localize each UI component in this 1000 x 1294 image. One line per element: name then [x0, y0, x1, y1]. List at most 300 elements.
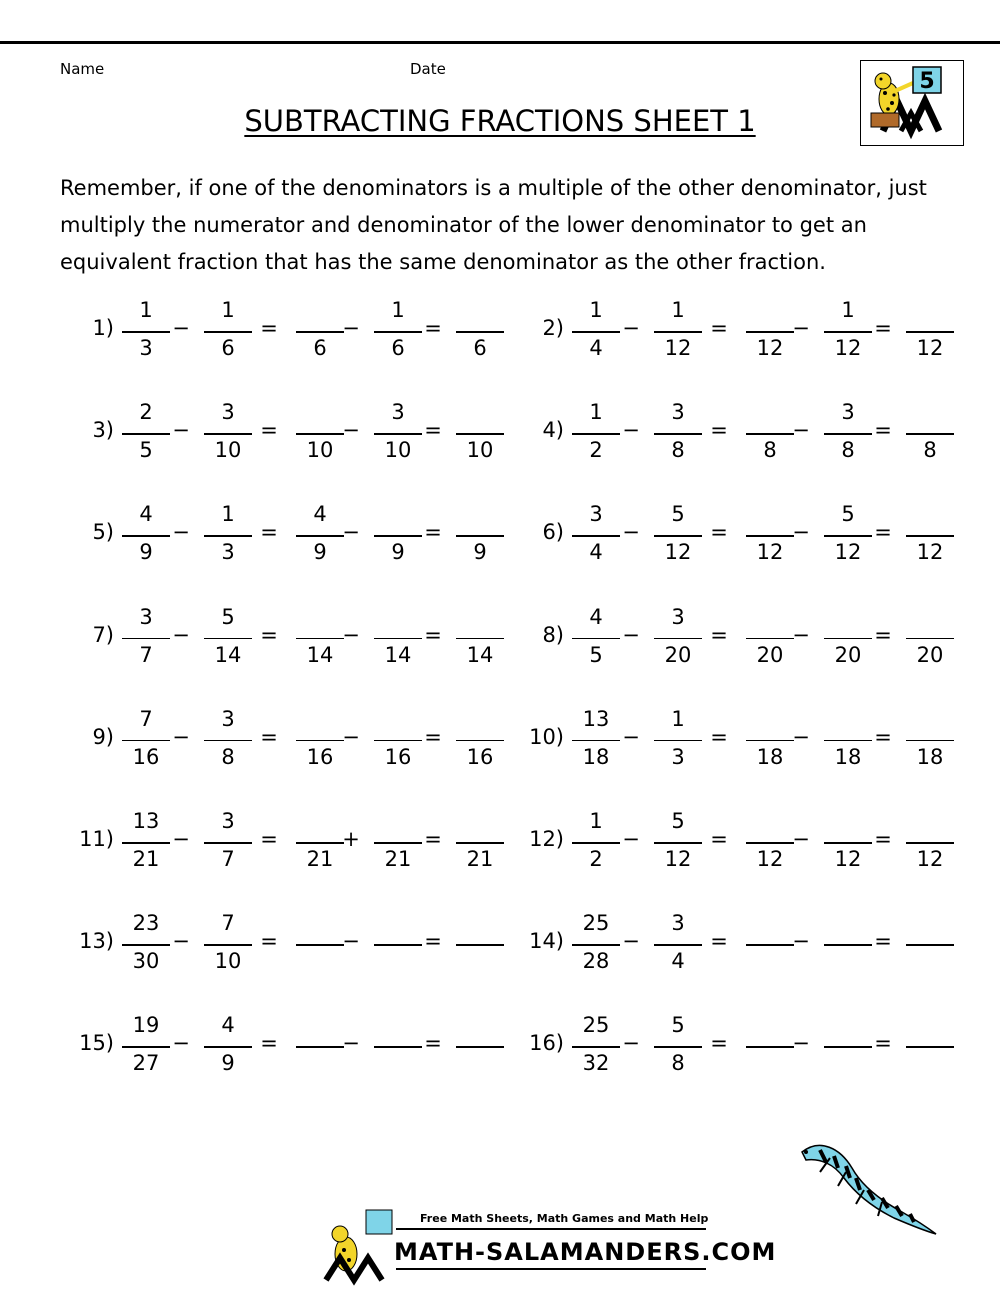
- answer-fraction[interactable]: [452, 911, 508, 981]
- equals-sign: =: [260, 929, 278, 954]
- equals-sign: =: [424, 929, 442, 954]
- numerator: 1: [221, 502, 235, 527]
- fraction-bar: [824, 638, 872, 640]
- equals-sign: =: [710, 520, 728, 545]
- equals-sign: =: [424, 316, 442, 340]
- answer-fraction[interactable]: [452, 502, 508, 572]
- numerator: 25: [582, 1013, 610, 1038]
- numerator: 5: [221, 604, 235, 629]
- given-fraction: [200, 502, 256, 572]
- answer-fraction[interactable]: [902, 707, 958, 777]
- numerator: 3: [671, 911, 685, 936]
- problem-3: [78, 400, 518, 470]
- denominator: 14: [384, 642, 412, 667]
- fraction-bar: [654, 842, 702, 844]
- numerator: 5: [841, 502, 855, 527]
- problem-number: 3): [92, 418, 114, 443]
- operator-sign: −: [342, 520, 360, 545]
- operator-sign: −: [792, 1031, 810, 1056]
- operator-sign: −: [342, 1031, 360, 1056]
- equals-sign: =: [260, 1031, 278, 1056]
- denominator: 12: [756, 336, 784, 360]
- equals-sign: =: [260, 418, 278, 443]
- fraction-bar: [204, 638, 252, 640]
- equals-sign: =: [260, 827, 278, 851]
- numerator: 3: [391, 400, 405, 425]
- numerator: 1: [589, 298, 603, 322]
- fraction-bar: [456, 638, 504, 640]
- fraction-bar: [456, 1046, 504, 1048]
- numerator: 1: [671, 706, 685, 731]
- problem-9: [78, 707, 518, 777]
- numerator: 1: [589, 809, 603, 833]
- operator-sign: −: [622, 418, 640, 443]
- denominator: 14: [214, 642, 242, 667]
- numerator: 1: [841, 298, 855, 322]
- denominator: 16: [384, 744, 412, 769]
- numerator: 3: [221, 400, 235, 425]
- given-fraction: [200, 605, 256, 675]
- equals-sign: =: [874, 929, 892, 954]
- denominator: 18: [582, 744, 610, 769]
- fraction-bar: [456, 535, 504, 537]
- denominator: 8: [923, 438, 937, 463]
- problem-number: 15): [79, 1031, 114, 1056]
- answer-fraction[interactable]: [902, 502, 958, 572]
- denominator: 14: [466, 642, 494, 667]
- numerator: 7: [221, 911, 235, 936]
- denominator: 6: [473, 336, 487, 360]
- denominator: 16: [306, 744, 334, 769]
- answer-fraction[interactable]: [452, 809, 508, 879]
- given-fraction: [200, 911, 256, 981]
- numerator: 4: [221, 1013, 235, 1038]
- fraction-bar: [204, 433, 252, 435]
- fraction-bar: [122, 1046, 170, 1048]
- equals-sign: =: [710, 724, 728, 749]
- equals-sign: =: [424, 622, 442, 647]
- fraction-bar: [572, 944, 620, 946]
- page-title: SUBTRACTING FRACTIONS SHEET 1: [244, 104, 756, 138]
- answer-fraction[interactable]: [902, 911, 958, 981]
- operator-sign: −: [792, 316, 810, 340]
- denominator: 12: [664, 847, 692, 871]
- denominator: 6: [221, 336, 235, 360]
- denominator: 3: [139, 336, 153, 360]
- fraction-bar: [374, 433, 422, 435]
- numerator: 5: [671, 809, 685, 833]
- problem-16: [528, 1013, 968, 1083]
- denominator: 16: [132, 744, 160, 769]
- fraction-bar: [824, 944, 872, 946]
- fraction-bar: [204, 1046, 252, 1048]
- operator-sign: −: [622, 724, 640, 749]
- denominator: 10: [306, 438, 334, 463]
- fraction-bar: [122, 740, 170, 742]
- equals-sign: =: [874, 520, 892, 545]
- problem-15: [78, 1013, 518, 1083]
- given-fraction: [650, 809, 706, 879]
- problem-4: [528, 400, 968, 470]
- denominator: 27: [132, 1051, 160, 1076]
- fraction-bar: [456, 842, 504, 844]
- equals-sign: =: [710, 418, 728, 443]
- fraction-bar: [204, 535, 252, 537]
- numerator: 1: [391, 298, 405, 322]
- fraction-bar: [122, 535, 170, 537]
- denominator: 12: [756, 847, 784, 871]
- denominator: 8: [841, 438, 855, 463]
- fraction-bar: [204, 331, 252, 333]
- fraction-bar: [572, 433, 620, 435]
- operator-sign: −: [172, 1031, 190, 1056]
- denominator: 8: [221, 744, 235, 769]
- denominator: 8: [671, 438, 685, 463]
- denominator: 12: [916, 847, 944, 871]
- given-fraction: [650, 502, 706, 572]
- operator-sign: −: [342, 316, 360, 340]
- numerator: 3: [139, 604, 153, 629]
- equals-sign: =: [874, 827, 892, 851]
- grade-number: 5: [919, 69, 935, 94]
- operator-sign: −: [172, 418, 190, 443]
- date-label: Date: [410, 60, 446, 78]
- problem-number: 14): [529, 929, 564, 954]
- denominator: 18: [834, 744, 862, 769]
- denominator: 4: [671, 949, 685, 974]
- fraction-bar: [906, 331, 954, 333]
- denominator: 12: [916, 336, 944, 360]
- operator-sign: −: [622, 929, 640, 954]
- problem-number: 4): [542, 418, 564, 443]
- operator-sign: −: [342, 622, 360, 647]
- fraction-bar: [374, 535, 422, 537]
- fraction-bar: [456, 331, 504, 333]
- numerator: 5: [671, 1013, 685, 1038]
- fraction-bar: [122, 638, 170, 640]
- fraction-bar: [824, 740, 872, 742]
- denominator: 12: [834, 847, 862, 871]
- equals-sign: =: [710, 316, 728, 340]
- denominator: 9: [473, 540, 487, 565]
- problem-5: [78, 502, 518, 572]
- numerator: 25: [582, 911, 610, 936]
- operator-sign: −: [172, 827, 190, 851]
- equals-sign: =: [424, 418, 442, 443]
- denominator: 20: [664, 642, 692, 667]
- numerator: 1: [671, 298, 685, 322]
- denominator: 2: [589, 847, 603, 871]
- fraction-bar: [204, 740, 252, 742]
- fraction-bar: [906, 638, 954, 640]
- numerator: 1: [139, 298, 153, 322]
- answer-fraction[interactable]: [902, 400, 958, 470]
- problem-11: [78, 809, 518, 879]
- fraction-bar: [374, 638, 422, 640]
- denominator: 20: [916, 642, 944, 667]
- answer-fraction[interactable]: [452, 400, 508, 470]
- denominator: 6: [313, 336, 327, 360]
- denominator: 12: [664, 336, 692, 360]
- fraction-bar: [456, 433, 504, 435]
- denominator: 21: [306, 847, 334, 871]
- denominator: 20: [834, 642, 862, 667]
- denominator: 9: [221, 1051, 235, 1076]
- given-fraction: [650, 911, 706, 981]
- answer-fraction[interactable]: [902, 809, 958, 879]
- numerator: 1: [589, 400, 603, 425]
- operator-sign: −: [622, 520, 640, 545]
- given-fraction: [650, 707, 706, 777]
- equals-sign: =: [874, 316, 892, 340]
- denominator: 7: [139, 642, 153, 667]
- denominator: 20: [756, 642, 784, 667]
- name-label: Name: [60, 60, 105, 78]
- fraction-bar: [906, 842, 954, 844]
- equals-sign: =: [710, 827, 728, 851]
- fraction-bar: [374, 331, 422, 333]
- fraction-bar: [572, 740, 620, 742]
- denominator: 8: [763, 438, 777, 463]
- problem-2: [528, 298, 968, 368]
- denominator: 4: [589, 540, 603, 565]
- fraction-bar: [374, 1046, 422, 1048]
- fraction-bar: [572, 331, 620, 333]
- operator-sign: −: [342, 418, 360, 443]
- problem-number: 5): [92, 520, 114, 545]
- problem-number: 13): [79, 929, 114, 954]
- equals-sign: =: [424, 827, 442, 851]
- denominator: 14: [306, 642, 334, 667]
- denominator: 21: [384, 847, 412, 871]
- numerator: 7: [139, 706, 153, 731]
- denominator: 10: [466, 438, 494, 463]
- problem-1: [78, 298, 518, 368]
- numerator: 3: [221, 809, 235, 833]
- equals-sign: =: [874, 1031, 892, 1056]
- numerator: 5: [671, 502, 685, 527]
- fraction-bar: [204, 944, 252, 946]
- problem-14: [528, 911, 968, 981]
- fraction-bar: [654, 535, 702, 537]
- problem-13: [78, 911, 518, 981]
- footer-site: MATH-SALAMANDERS.COM: [394, 1238, 777, 1266]
- problem-6: [528, 502, 968, 572]
- fraction-bar: [824, 842, 872, 844]
- numerator: 3: [221, 706, 235, 731]
- equals-sign: =: [710, 929, 728, 954]
- fraction-bar: [654, 944, 702, 946]
- equals-sign: =: [260, 316, 278, 340]
- operator-sign: −: [792, 418, 810, 443]
- denominator: 10: [384, 438, 412, 463]
- operator-sign: +: [342, 827, 360, 851]
- problem-10: [528, 707, 968, 777]
- footer-mascot-icon: [326, 1210, 392, 1280]
- answer-fraction[interactable]: [902, 298, 958, 368]
- operator-sign: −: [172, 724, 190, 749]
- numerator: 4: [313, 502, 327, 527]
- fraction-bar: [572, 842, 620, 844]
- numerator: 19: [132, 1013, 160, 1038]
- given-fraction: [200, 809, 256, 879]
- operator-sign: −: [792, 827, 810, 851]
- fraction-bar: [374, 842, 422, 844]
- denominator: 10: [214, 949, 242, 974]
- denominator: 30: [132, 949, 160, 974]
- equals-sign: =: [710, 622, 728, 647]
- fraction-bar: [654, 331, 702, 333]
- operator-sign: −: [622, 316, 640, 340]
- problem-number: 7): [92, 622, 114, 647]
- answer-fraction[interactable]: [902, 1013, 958, 1083]
- numerator: 3: [671, 400, 685, 425]
- fraction-bar: [374, 944, 422, 946]
- equals-sign: =: [424, 724, 442, 749]
- fraction-bar: [122, 944, 170, 946]
- numerator: 4: [139, 502, 153, 527]
- given-fraction: [650, 400, 706, 470]
- denominator: 4: [589, 336, 603, 360]
- operator-sign: −: [342, 929, 360, 954]
- answer-fraction[interactable]: [452, 1013, 508, 1083]
- numerator: 3: [671, 604, 685, 629]
- fraction-bar: [906, 740, 954, 742]
- equals-sign: =: [260, 520, 278, 545]
- equals-sign: =: [874, 622, 892, 647]
- equals-sign: =: [710, 1031, 728, 1056]
- problem-number: 11): [79, 827, 114, 851]
- operator-sign: −: [792, 622, 810, 647]
- operator-sign: −: [342, 724, 360, 749]
- instructions: Remember, if one of the denominators is a multiple of the other denominator, just multiply the numerator and denominator of the lower denominator to get an equivalent fraction that has the same denominator as the other fraction.: [60, 176, 927, 274]
- denominator: 18: [756, 744, 784, 769]
- numerator: 4: [589, 604, 603, 629]
- denominator: 12: [916, 540, 944, 565]
- denominator: 10: [214, 438, 242, 463]
- operator-sign: −: [792, 929, 810, 954]
- fraction-bar: [654, 740, 702, 742]
- footer-tagline: Free Math Sheets, Math Games and Math Help: [420, 1212, 709, 1225]
- denominator: 18: [916, 744, 944, 769]
- operator-sign: −: [172, 929, 190, 954]
- problem-number: 1): [92, 316, 114, 340]
- answer-fraction[interactable]: [452, 707, 508, 777]
- equals-sign: =: [874, 418, 892, 443]
- fraction-bar: [456, 740, 504, 742]
- problem-7: [78, 605, 518, 675]
- operator-sign: −: [792, 724, 810, 749]
- given-fraction: [200, 707, 256, 777]
- denominator: 9: [313, 540, 327, 565]
- equals-sign: =: [260, 724, 278, 749]
- fraction-bar: [572, 638, 620, 640]
- operator-sign: −: [622, 1031, 640, 1056]
- numerator: 3: [841, 400, 855, 425]
- fraction-bar: [456, 944, 504, 946]
- fraction-bar: [204, 842, 252, 844]
- problem-number: 12): [529, 827, 564, 851]
- fraction-bar: [654, 433, 702, 435]
- problem-8: [528, 605, 968, 675]
- problem-number: 2): [542, 316, 564, 340]
- problem-number: 16): [529, 1031, 564, 1056]
- denominator: 9: [139, 540, 153, 565]
- denominator: 3: [221, 540, 235, 565]
- denominator: 9: [391, 540, 405, 565]
- fraction-bar: [906, 433, 954, 435]
- denominator: 12: [664, 540, 692, 565]
- operator-sign: −: [172, 316, 190, 340]
- fraction-bar: [906, 1046, 954, 1048]
- fraction-bar: [824, 433, 872, 435]
- fraction-bar: [122, 433, 170, 435]
- denominator: 5: [589, 642, 603, 667]
- numerator: 3: [589, 502, 603, 527]
- operator-sign: −: [622, 622, 640, 647]
- operator-sign: −: [792, 520, 810, 545]
- answer-fraction[interactable]: [452, 298, 508, 368]
- answer-fraction[interactable]: [452, 605, 508, 675]
- salamander-icon: [790, 1128, 940, 1238]
- given-fraction: [650, 1013, 706, 1083]
- denominator: 8: [671, 1051, 685, 1076]
- operator-sign: −: [172, 622, 190, 647]
- operator-sign: −: [172, 520, 190, 545]
- denominator: 7: [221, 847, 235, 871]
- numerator: 13: [132, 809, 160, 833]
- numerator: 2: [139, 400, 153, 425]
- fraction-bar: [654, 1046, 702, 1048]
- given-fraction: [200, 298, 256, 368]
- fraction-bar: [906, 944, 954, 946]
- denominator: 6: [391, 336, 405, 360]
- problem-number: 9): [92, 724, 114, 749]
- footer-logo: [320, 1208, 777, 1288]
- top-rule: [0, 41, 1000, 44]
- fraction-bar: [572, 535, 620, 537]
- given-fraction: [650, 605, 706, 675]
- given-fraction: [650, 298, 706, 368]
- given-fraction: [200, 1013, 256, 1083]
- denominator: 12: [834, 540, 862, 565]
- fraction-bar: [906, 535, 954, 537]
- denominator: 32: [582, 1051, 610, 1076]
- fraction-bar: [824, 331, 872, 333]
- problem-12: [528, 809, 968, 879]
- problem-number: 10): [529, 724, 564, 749]
- fraction-bar: [824, 1046, 872, 1048]
- denominator: 21: [132, 847, 160, 871]
- equals-sign: =: [424, 520, 442, 545]
- fraction-bar: [572, 1046, 620, 1048]
- operator-sign: −: [622, 827, 640, 851]
- denominator: 16: [466, 744, 494, 769]
- denominator: 12: [834, 336, 862, 360]
- problem-number: 8): [542, 622, 564, 647]
- denominator: 3: [671, 744, 685, 769]
- fraction-bar: [122, 842, 170, 844]
- denominator: 21: [466, 847, 494, 871]
- numerator: 13: [582, 706, 610, 731]
- denominator: 5: [139, 438, 153, 463]
- fraction-bar: [374, 740, 422, 742]
- answer-fraction[interactable]: [902, 605, 958, 675]
- fraction-bar: [122, 331, 170, 333]
- equals-sign: =: [874, 724, 892, 749]
- fraction-bar: [824, 535, 872, 537]
- denominator: 12: [756, 540, 784, 565]
